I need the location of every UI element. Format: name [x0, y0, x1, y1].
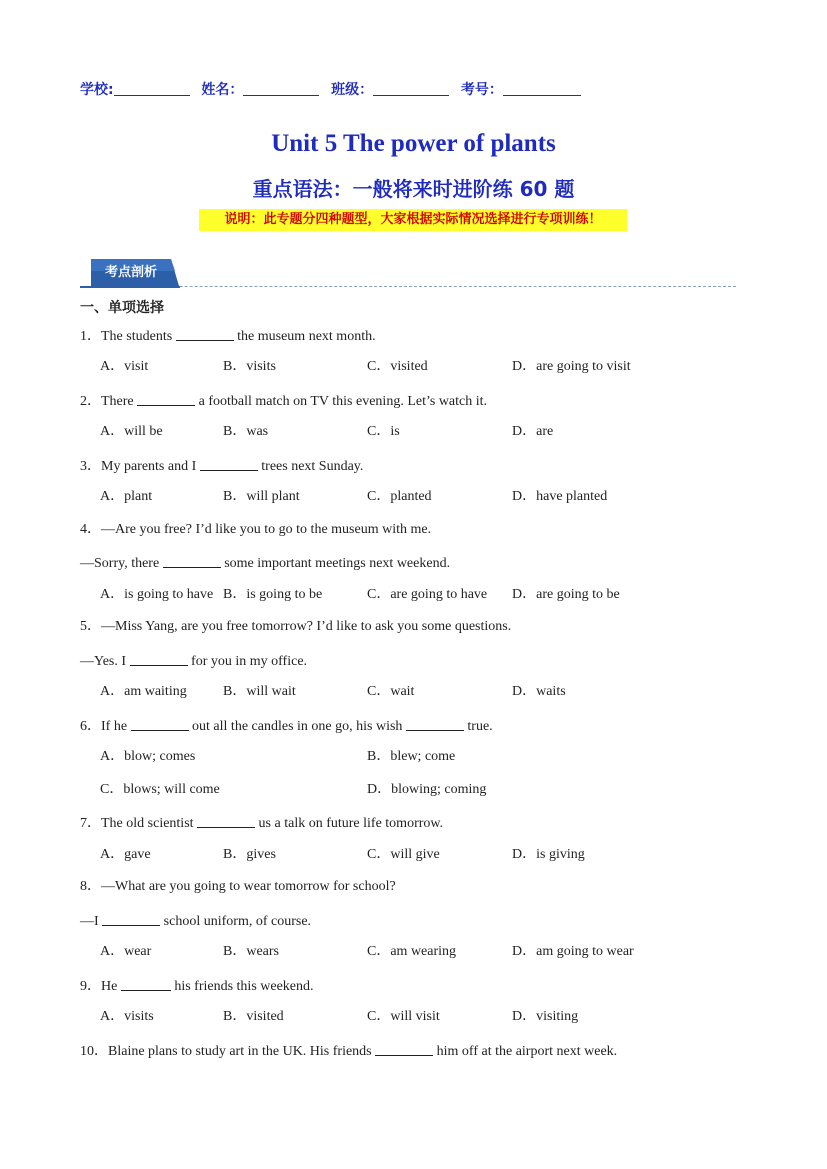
option-c: C．planted: [367, 489, 432, 504]
question-text: trees next Sunday.: [261, 459, 364, 474]
option-d: D．is giving: [512, 847, 585, 862]
option-a: A．visit: [100, 359, 149, 374]
question-2: [80, 391, 487, 411]
option-a: A．gave: [100, 847, 151, 862]
class-blank: [373, 82, 449, 96]
question-text: Blaine plans to study art in the UK. His friends: [108, 1044, 372, 1059]
question-text: —Miss Yang, are you free tomorrow? I’d like to ask you some questions.: [101, 619, 512, 634]
question-text: a football match on TV this evening. Let’s watch it.: [198, 394, 488, 409]
option-d: D．blowing; coming: [367, 782, 487, 797]
question-1: [80, 326, 376, 346]
option-b: B．wears: [223, 944, 279, 959]
option-a: A．plant: [100, 489, 153, 504]
class-label: 班级：: [331, 82, 374, 98]
answer-blank: [375, 1041, 433, 1056]
question-number: 8．: [80, 879, 101, 894]
question-text: —I: [80, 914, 99, 929]
option-c: C．am wearing: [367, 944, 457, 959]
question-text: out all the candles in one go, his wish: [192, 719, 403, 734]
school-label: 学校:: [80, 82, 114, 98]
option-d: D．are going to be: [512, 587, 620, 602]
question-text: his friends this weekend.: [174, 979, 314, 994]
tab-label: 考点剖析: [104, 265, 157, 280]
question-number: 6．: [80, 719, 101, 734]
answer-blank: [176, 326, 234, 341]
option-c: C．is: [367, 424, 400, 439]
name-blank: [243, 82, 319, 96]
option-b: B．was: [223, 424, 269, 439]
answer-blank: [197, 813, 255, 828]
question-text: He: [101, 979, 118, 994]
answer-blank: [137, 391, 195, 406]
question-text: The students: [101, 329, 173, 344]
question-9: [80, 976, 314, 996]
question-text: —Sorry, there: [80, 556, 160, 571]
question-number: 7．: [80, 816, 101, 831]
option-d: D．are: [512, 424, 554, 439]
question-7: [80, 813, 443, 833]
option-c: C．will give: [367, 847, 440, 862]
name-label: 姓名：: [201, 82, 244, 98]
option-d: D．visiting: [512, 1009, 579, 1024]
option-b: B．will plant: [223, 489, 300, 504]
question-text: —Are you free? I’d like you to go to the museum with me.: [101, 522, 432, 537]
option-c: C．wait: [367, 684, 415, 699]
option-a: A．will be: [100, 424, 163, 439]
question-text: The old scientist: [101, 816, 194, 831]
answer-blank: [131, 716, 189, 731]
question-number: 9．: [80, 979, 101, 994]
question-8: [80, 878, 396, 896]
question-text: true.: [467, 719, 493, 734]
school-blank: [114, 82, 190, 96]
option-d: D．are going to visit: [512, 359, 631, 374]
question-text: him off at the airport next week.: [436, 1044, 618, 1059]
student-info-line: [80, 79, 581, 99]
question-5-reply: [80, 651, 307, 671]
answer-blank: [130, 651, 188, 666]
question-5: [80, 618, 511, 636]
answer-blank: [163, 553, 221, 568]
option-c: C．visited: [367, 359, 428, 374]
page-subtitle: 重点语法：一般将来时进阶练 60 题: [252, 177, 575, 201]
option-c: C．blows; will come: [100, 782, 220, 797]
option-a: A．visits: [100, 1009, 154, 1024]
option-b: B．visits: [223, 359, 276, 374]
question-number: 2．: [80, 394, 101, 409]
question-3: [80, 456, 363, 476]
option-a: A．blow; comes: [100, 749, 196, 764]
option-a: A．wear: [100, 944, 152, 959]
answer-blank: [200, 456, 258, 471]
question-10: [80, 1041, 617, 1061]
question-number: 5．: [80, 619, 101, 634]
question-number: 3．: [80, 459, 101, 474]
question-text: the museum next month.: [237, 329, 376, 344]
question-text: some important meetings next weekend.: [224, 556, 451, 571]
divider-accent: [80, 286, 180, 288]
answer-blank: [121, 976, 171, 991]
option-c: C．are going to have: [367, 587, 488, 602]
question-text: There: [101, 394, 134, 409]
question-number: 1．: [80, 329, 101, 344]
question-6: [80, 716, 493, 736]
option-d: D．am going to wear: [512, 944, 634, 959]
option-b: B．will wait: [223, 684, 296, 699]
option-d: D．have planted: [512, 489, 608, 504]
option-b: B．visited: [223, 1009, 284, 1024]
question-number: 10．: [80, 1044, 108, 1059]
question-text: My parents and I: [101, 459, 197, 474]
question-text: for you in my office.: [191, 654, 308, 669]
question-text: If he: [101, 719, 128, 734]
section-tab: [91, 259, 179, 286]
answer-blank: [406, 716, 464, 731]
option-a: A．is going to have: [100, 587, 214, 602]
option-b: B．gives: [223, 847, 276, 862]
question-8-reply: [80, 911, 311, 931]
question-4-reply: [80, 553, 450, 573]
page-title: Unit 5 The power of plants: [271, 130, 556, 157]
question-text: —What are you going to wear tomorrow for school?: [101, 879, 396, 894]
question-text: school uniform, of course.: [163, 914, 312, 929]
question-text: us a talk on future life tomorrow.: [258, 816, 444, 831]
option-a: A．am waiting: [100, 684, 187, 699]
question-text: —Yes. I: [80, 654, 127, 669]
option-c: C．will visit: [367, 1009, 440, 1024]
option-b: B．is going to be: [223, 587, 323, 602]
option-b: B．blew; come: [367, 749, 456, 764]
question-4: [80, 521, 431, 539]
instruction-note: 说明：此专题分四种题型，大家根据实际情况选择进行专项训练！: [199, 209, 627, 231]
section-heading: 一、单项选择: [80, 300, 164, 316]
answer-blank: [102, 911, 160, 926]
exam-no-label: 考号：: [460, 82, 503, 98]
question-number: 4．: [80, 522, 101, 537]
exam-no-blank: [503, 82, 581, 96]
option-d: D．waits: [512, 684, 566, 699]
